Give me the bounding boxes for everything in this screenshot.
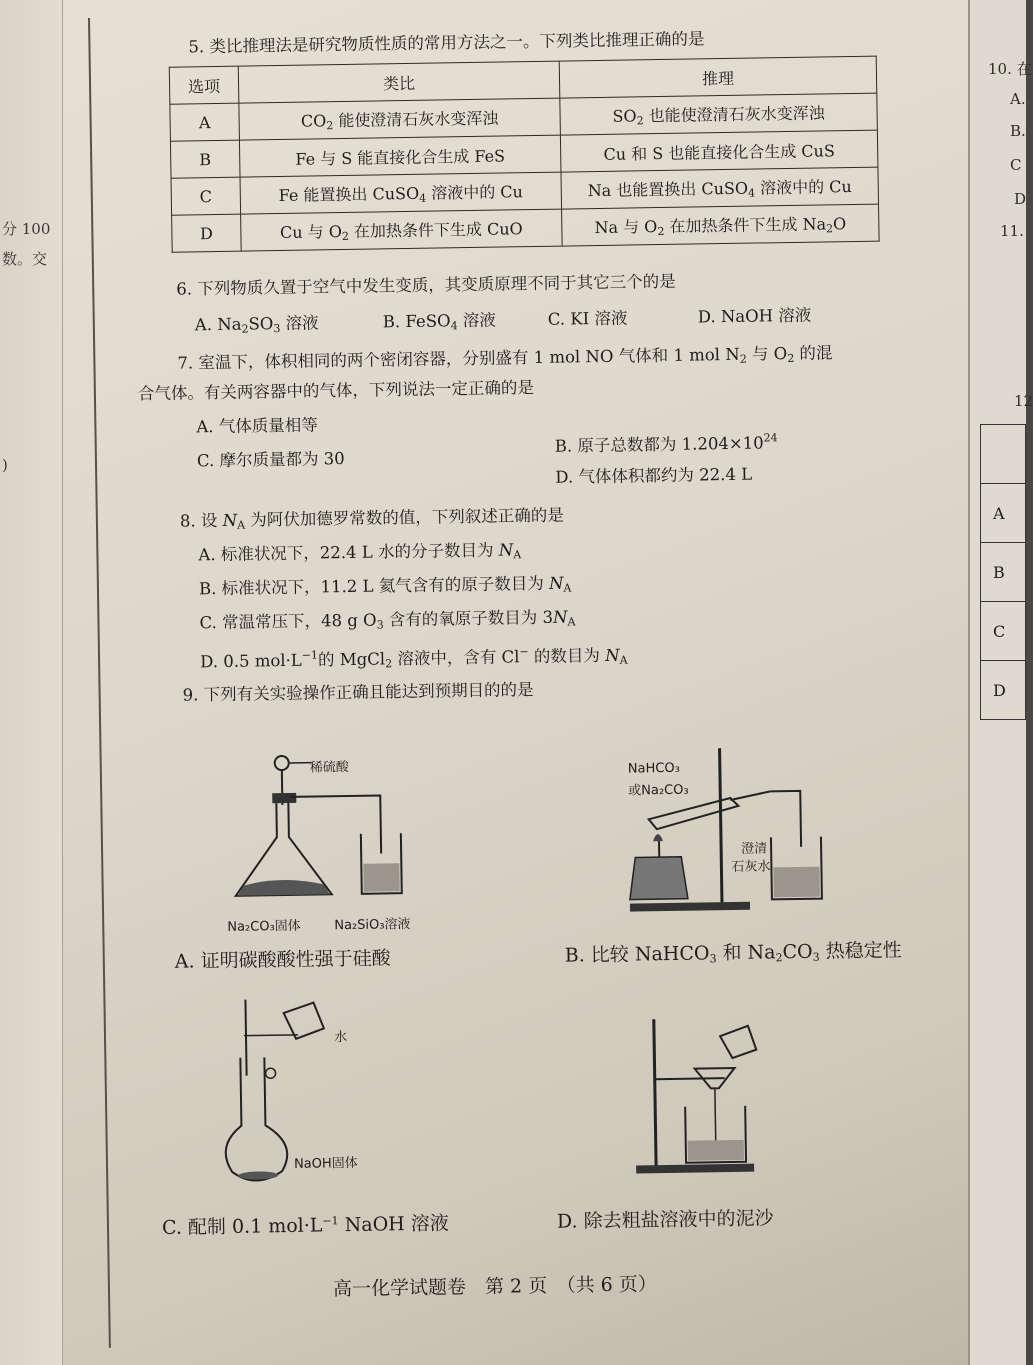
option-7c: C. 摩尔质量都为 30 [196, 449, 345, 471]
row-label: C [171, 177, 241, 215]
analogy-table [169, 56, 880, 253]
label-naoh-solid: NaOH固体 [293, 1155, 358, 1172]
option-6c: C. KI 溶液 [547, 308, 628, 329]
header-inference: 推理 [559, 56, 877, 98]
analogy-cell: Fe 能置换出 CuSO$_4$ 溶液中的 Cu [240, 172, 562, 214]
apparatus-d-filtration [624, 1015, 786, 1177]
label-limewater: 石灰水 [731, 859, 771, 875]
margin-rule [88, 18, 111, 1348]
left-fragment: 分 100 [2, 220, 51, 238]
left-fragment: 数。交 [2, 250, 48, 268]
question-8-stem: 8. 设 $N_A$ 为阿伏加德罗常数的值，下列叙述正确的是 [179, 505, 564, 532]
option-8d: D. 0.5 $mol\cdot L^{-1}$的 MgCl$_2$ 溶液中，含有 Cl− 的数目为 $N_A$ [199, 645, 628, 672]
row-label: A [170, 103, 240, 141]
label-na2co3-solid: Na₂CO₃固体 [227, 918, 301, 935]
inference-cell: Na 也能置换出 CuSO$_4$ 溶液中的 Cu [561, 167, 879, 209]
header-analogy: 类比 [238, 61, 560, 103]
exam-page [88, 4, 989, 1348]
label-clear: 澄清 [741, 841, 768, 857]
option-8b: B. 标准状况下，11.2 L 氦气含有的原子数目为 $N_A$ [198, 573, 572, 599]
caption-d: D. 除去粗盐溶液中的泥沙 [556, 1207, 774, 1233]
row-label: B [170, 140, 240, 178]
label-nahco3: NaHCO₃ [627, 760, 680, 777]
option-8c: C. 常温常压下，48 g $O_3$ 含有的氧原子数目为 $3N_A$ [199, 607, 576, 633]
inference-cell: Na 与 $O_2$ 在加热条件下生成 $Na_2O$ [562, 204, 880, 246]
label-water: 水 [333, 1030, 348, 1046]
right-fragment: 12 [1014, 392, 1033, 410]
option-7d: D. 气体体积都约为 22.4 L [555, 464, 753, 487]
analogy-cell: $CO_2$ 能使澄清石灰水变浑浊 [239, 98, 561, 140]
caption-a: A. 证明碳酸酸性强于硅酸 [174, 947, 391, 973]
label-or-na2co3: 或Na₂CO₃ [628, 782, 689, 799]
right-table-cell: C [981, 602, 1026, 661]
row-label: D [172, 214, 242, 252]
right-table-cell: A [981, 484, 1026, 543]
page-footer: 高一化学试题卷 第 2 页 （共 6 页） [332, 1273, 657, 1301]
right-fragment: A. [1010, 90, 1026, 108]
option-7a: A. 气体质量相等 [196, 415, 318, 437]
analogy-cell: Cu 与 $O_2$ 在加热条件下生成 CuO [241, 209, 563, 251]
question-9-stem: 9. 下列有关实验操作正确且能达到预期目的的是 [182, 680, 534, 705]
right-page-table [980, 424, 1026, 720]
label-dilute-sulfuric-acid: 稀硫酸 [309, 759, 349, 776]
apparatus-b-heating-tube [619, 726, 862, 920]
right-fragment: D [1014, 190, 1027, 208]
question-7-line1: 7. 室温下，体积相同的两个密闭容器，分别盛有 1 mol NO 气体和 1 mol $N_2$ 与 $O_2$ 的混 [177, 343, 833, 373]
left-fragment: ) [2, 456, 8, 474]
inference-cell: Cu 和 S 也能直接化合生成 CuS [560, 130, 878, 172]
right-fragment: 10. 在 [988, 60, 1032, 78]
option-6d: D. NaOH 溶液 [697, 305, 812, 327]
right-fragment: C [1010, 156, 1022, 174]
right-fragment: B. [1010, 122, 1026, 140]
label-na2sio3-solution: Na₂SiO₃溶液 [334, 917, 411, 934]
option-7b: B. 原子总数都为 $1.204\times 10^{24}$ [554, 431, 778, 456]
question-7-line2: 合气体。有关两容器中的气体，下列说法一定正确的是 [137, 378, 535, 404]
option-6a: A. $Na_2SO_3$ 溶液 [194, 313, 319, 336]
question-5-stem: 5. 类比推理法是研究物质性质的常用方法之一。下列类比推理正确的是 [188, 29, 705, 57]
option-8a: A. 标准状况下，22.4 L 水的分子数目为 $N_A$ [198, 540, 522, 565]
analogy-cell: Fe 与 S 能直接化合生成 FeS [239, 135, 561, 177]
caption-b: B. 比较 NaHCO$_3$ 和 $Na_2CO_3$ 热稳定性 [564, 939, 902, 967]
header-option: 选项 [169, 66, 239, 104]
inference-cell: $SO_2$ 也能使澄清石灰水变浑浊 [560, 93, 878, 135]
right-table-cell [981, 425, 1026, 484]
left-page-edge [0, 0, 63, 1365]
caption-c: C. 配制 0.1 $mol\cdot L^{-1}$ NaOH 溶液 [161, 1212, 449, 1239]
right-fragment: 11. [1000, 222, 1024, 240]
question-6-stem: 6. 下列物质久置于空气中发生变质，其变质原理不同于其它三个的是 [176, 271, 676, 299]
right-table-cell: B [981, 543, 1026, 602]
option-6b: B. FeSO$_4$ 溶液 [382, 310, 496, 333]
right-table-cell: D [981, 661, 1026, 720]
